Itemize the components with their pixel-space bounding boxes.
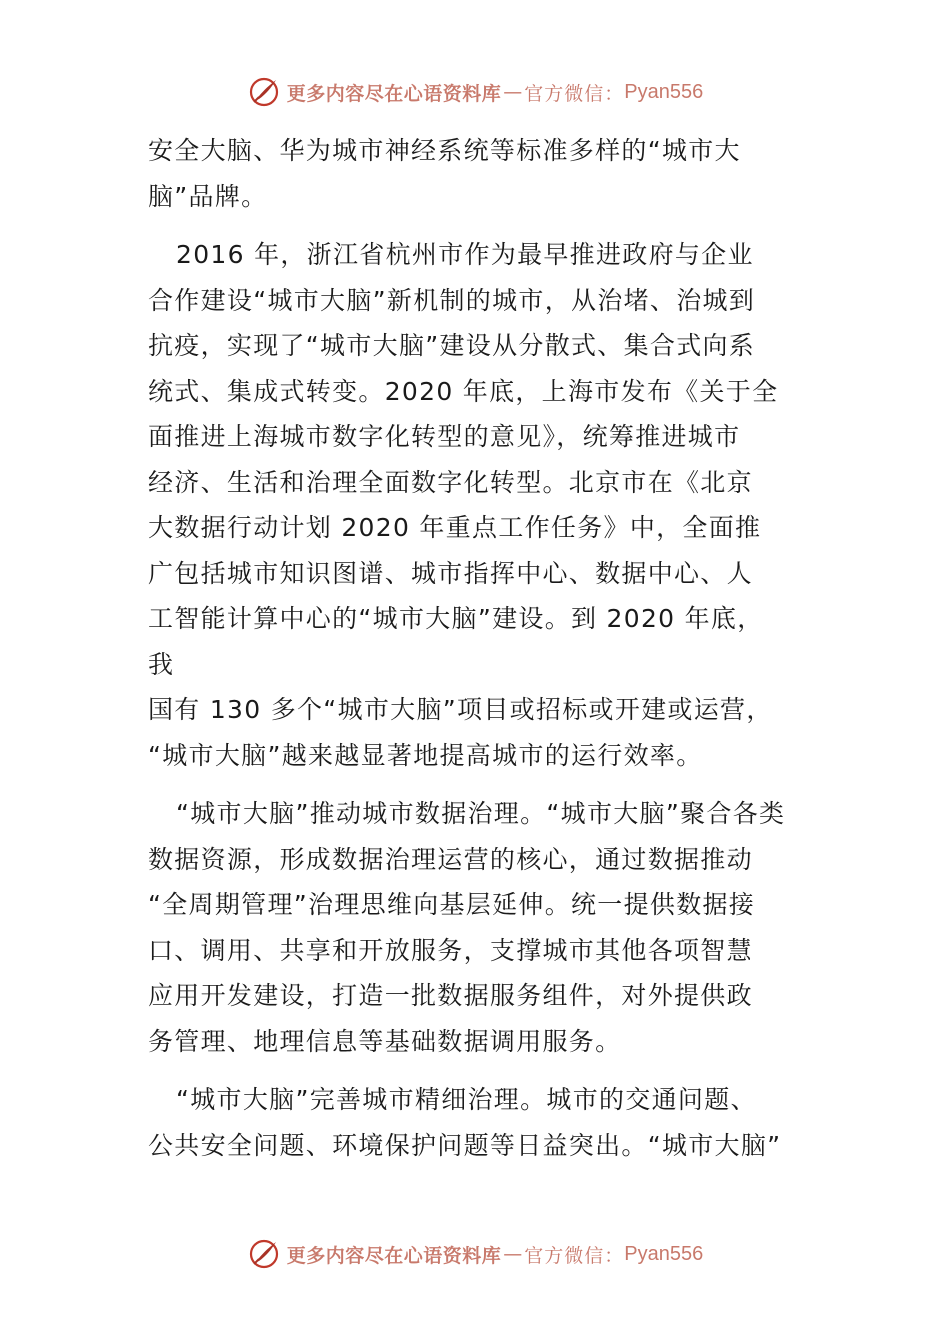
text-line: 工智能计算中心的“城市大脑”建设。到 2020 年底， (148, 604, 764, 633)
text-line: “全周期管理”治理思维向基层延伸。统一提供数据接 (148, 890, 756, 919)
banner-dash: — (503, 81, 523, 103)
text-line: 数据资源，形成数据治理运营的核心，通过数据推动 (148, 844, 753, 874)
quill-logo-icon (247, 1237, 281, 1271)
text-line: 口、调用、共享和开放服务，支撑城市其他各项智慧 (148, 935, 753, 965)
footer-banner (0, 1232, 950, 1276)
text-line: 统式、集成式转变。2020 年底，上海市发布《关于全 (148, 376, 779, 406)
paragraph (148, 128, 808, 219)
paragraph (148, 1077, 808, 1168)
text-line: 大数据行动计划 2020 年重点工作任务》中，全面推 (148, 513, 762, 542)
text-line: 面推进上海城市数字化转型的意见》，统筹推进城市 (148, 422, 741, 451)
text-line: 经济、生活和治理全面数字化转型。北京市在《北京 (148, 467, 753, 497)
text-line: 务管理、地理信息等基础数据调用服务。 (148, 1026, 622, 1056)
banner-title: 更多内容尽在心语资料库 (286, 1244, 502, 1267)
text-line: 2016 年，浙江省杭州市作为最早推进政府与企业 (176, 240, 754, 269)
banner-wechat-id: Pyan556 (624, 80, 704, 103)
text-line: 应用开发建设，打造一批数据服务组件，对外提供政 (148, 981, 753, 1010)
header-banner (0, 70, 950, 114)
text-line: “城市大脑”越来越显著地提高城市的运行效率。 (148, 740, 703, 770)
banner-dash: — (503, 1243, 523, 1265)
text-line: 抗疫，实现了“城市大脑”建设从分散式、集合式向系 (148, 331, 756, 360)
text-line: 脑”品牌。 (148, 181, 268, 211)
banner-wechat-label: 官方微信： (524, 1244, 625, 1267)
text-line: 安全大脑、华为城市神经系统等标准多样的“城市大 (148, 136, 741, 165)
text-line: “城市大脑”推动城市数据治理。“城市大脑”聚合各类 (176, 799, 786, 828)
text-line: 我 (148, 649, 175, 679)
banner-wechat-label: 官方微信： (524, 82, 625, 105)
text-line: 合作建设“城市大脑”新机制的城市，从治堵、治城到 (148, 285, 756, 315)
quill-logo-icon (247, 75, 281, 109)
text-line: 广包括城市知识图谱、城市指挥中心、数据中心、人 (148, 558, 753, 588)
text-line: 公共安全问题、环境保护问题等日益突出。“城市大脑” (148, 1130, 782, 1160)
paragraph (148, 232, 808, 778)
paragraph (148, 791, 808, 1064)
banner-wechat-id: Pyan556 (624, 1242, 704, 1265)
document-body (148, 128, 808, 1168)
text-line: 国有 130 多个“城市大脑”项目或招标或开建或运营， (148, 695, 773, 724)
text-line: “城市大脑”完善城市精细治理。城市的交通问题、 (176, 1085, 757, 1114)
banner-title: 更多内容尽在心语资料库 (286, 82, 502, 105)
